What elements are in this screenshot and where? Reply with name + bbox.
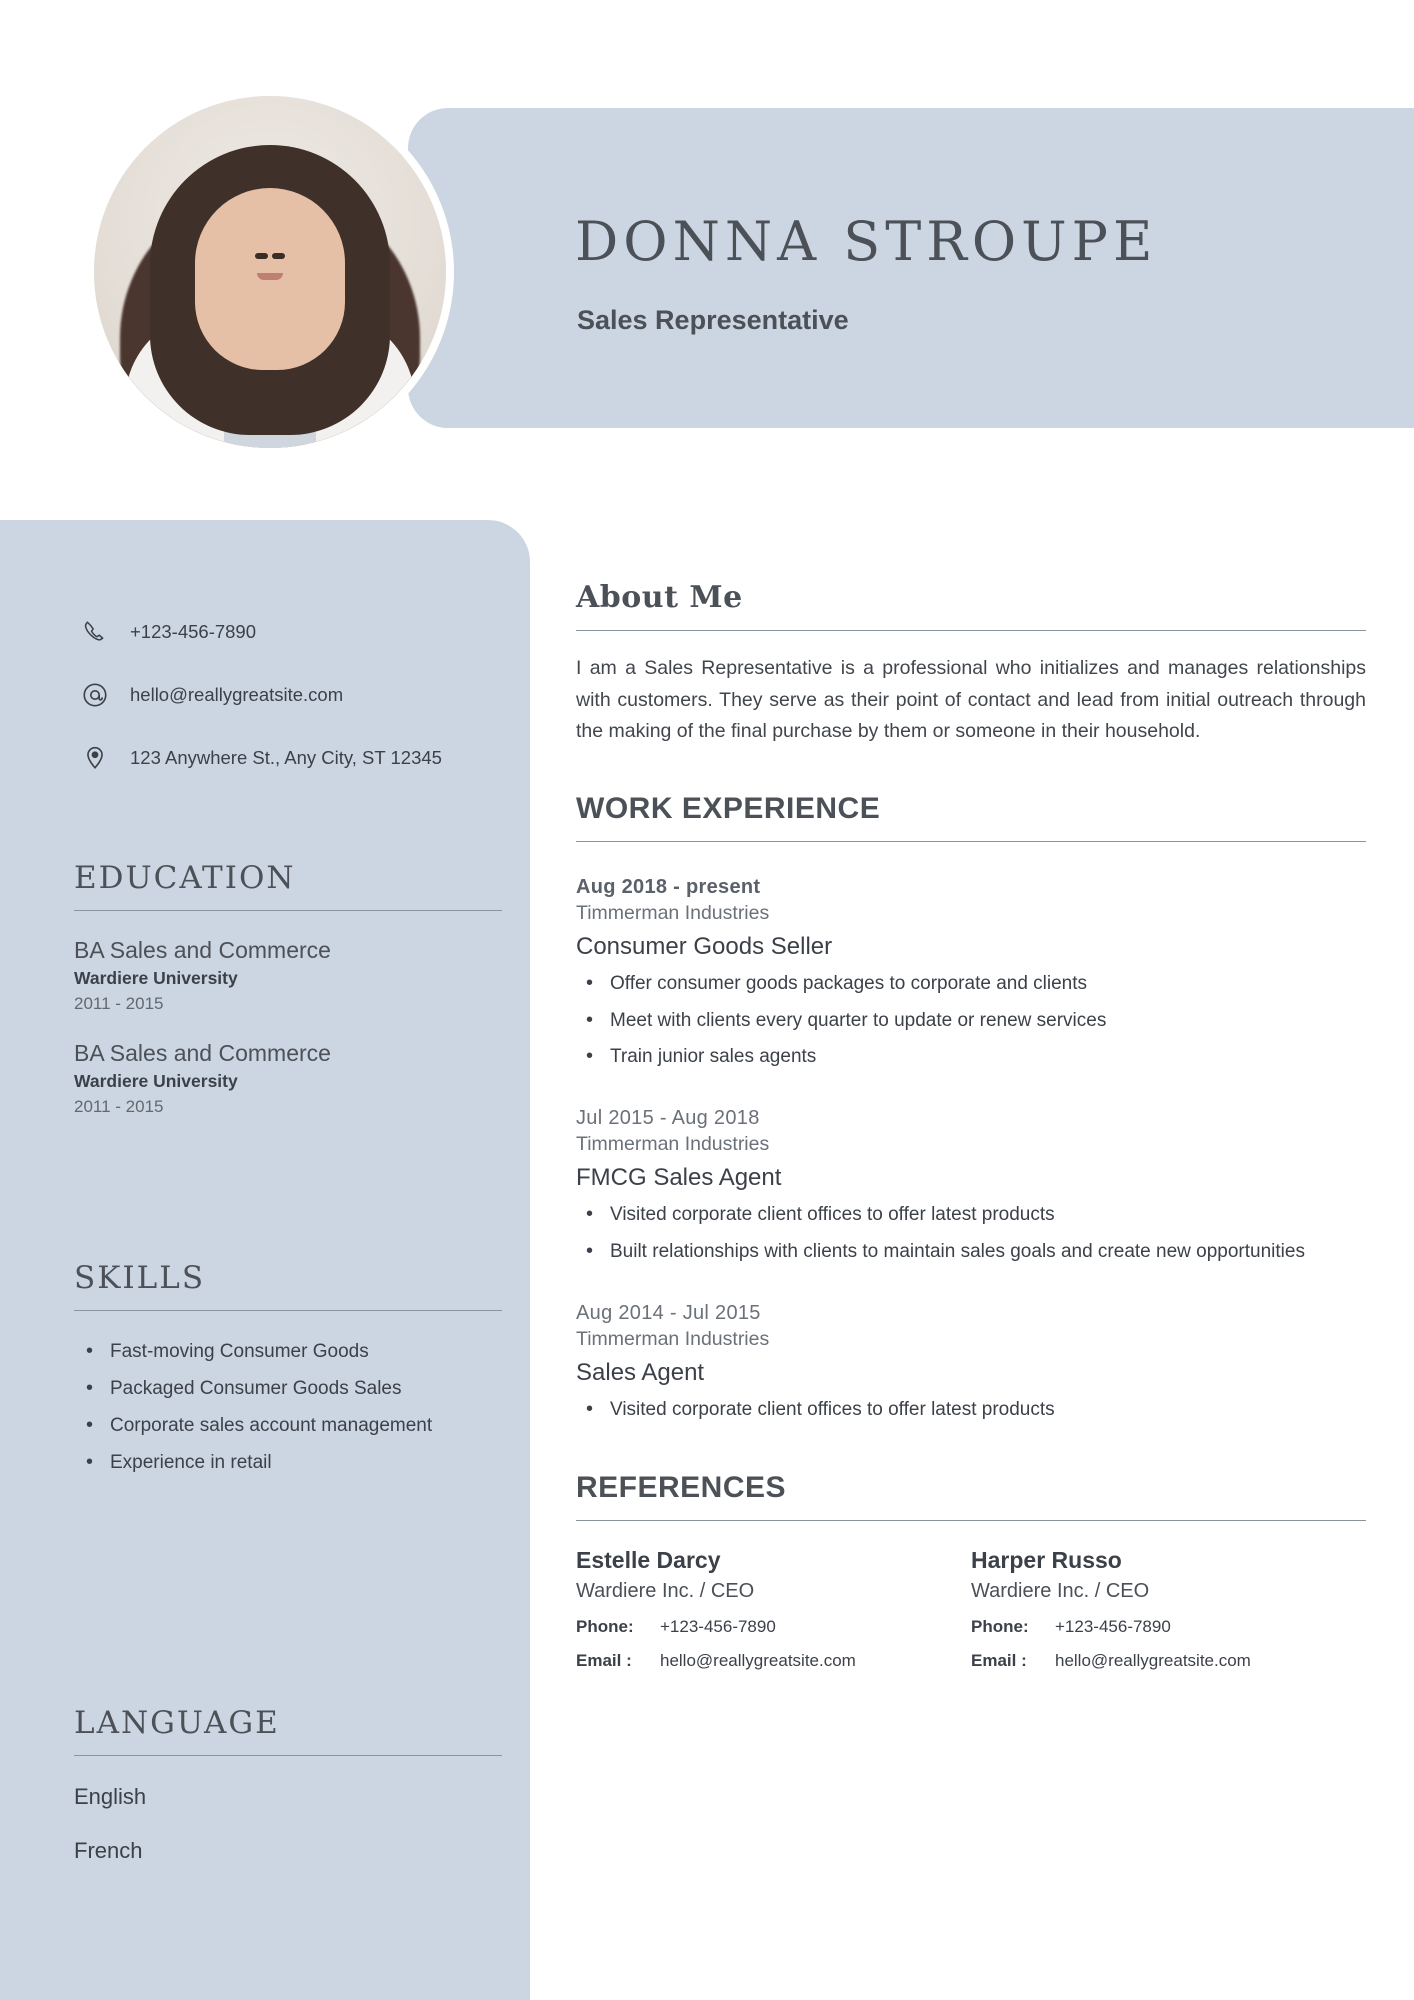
skills-list [74,1333,502,1481]
job-company: Timmerman Industries [576,1327,770,1350]
education-school: Wardiere University [74,968,238,988]
phone-value: +123-456-7890 [660,1617,776,1637]
job-bullets [576,969,1366,1073]
language-section [74,1705,502,1864]
job-dates: Aug 2018 - present [576,875,761,898]
reference-email [576,1651,971,1671]
divider [576,841,1366,842]
references-heading: REFERENCES [576,1471,787,1505]
divider [74,910,502,911]
divider [576,1520,1366,1521]
list-item: • Built relationships with clients to maintain sales goals and create new opportunities [576,1237,1366,1268]
divider [576,630,1366,631]
list-item: • Offer consumer goods packages to corporate and clients [576,969,1366,1000]
job-dates: Aug 2014 - Jul 2015 [576,1301,761,1324]
main-content [576,580,1366,1671]
reference-item [576,1547,971,1671]
list-item: • Fast-moving Consumer Goods [74,1333,502,1370]
job-title: Sales Representative [577,305,849,335]
sidebar [0,520,530,2000]
location-icon [78,741,112,775]
education-item [74,937,502,1014]
language-heading: LANGUAGE [74,1705,280,1741]
list-item: • Experience in retail [74,1444,502,1481]
contact-phone-text: +123-456-7890 [130,621,257,642]
reference-name: Estelle Darcy [576,1547,721,1574]
work-experience-section [576,792,1366,1426]
education-school: Wardiere University [74,1071,238,1091]
job-dates: Jul 2015 - Aug 2018 [576,1107,760,1130]
reference-role: Wardiere Inc. / CEO [576,1580,755,1603]
job-role: FMCG Sales Agent [576,1164,782,1192]
divider [74,1310,502,1311]
education-section [74,860,502,1117]
avatar [86,88,454,456]
job-role: Consumer Goods Seller [576,932,833,960]
page-title: DONNA STROUPE [575,210,1158,273]
list-item: • Train junior sales agents [576,1042,1366,1073]
email-value: hello@reallygreatsite.com [1055,1651,1251,1671]
skills-heading: SKILLS [74,1260,206,1296]
contact-address-text: 123 Anywhere St., Any City, ST 12345 [130,747,442,768]
list-item: • Visited corporate client offices to offer latest products [576,1200,1366,1231]
references-section [576,1471,1366,1671]
list-item: • Meet with clients every quarter to update or renew services [576,1006,1366,1037]
about-section [576,580,1366,748]
reference-phone [971,1617,1366,1637]
list-item: • Packaged Consumer Goods Sales [74,1370,502,1407]
references-list [576,1547,1366,1671]
education-heading: EDUCATION [74,860,296,896]
job-company: Timmerman Industries [576,1133,770,1156]
education-item [74,1040,502,1117]
education-degree: BA Sales and Commerce [74,937,331,963]
email-label: Email : [971,1651,1027,1671]
divider [74,1755,502,1756]
list-item: • Corporate sales account management [74,1407,502,1444]
work-experience-heading: WORK EXPERIENCE [576,791,881,825]
about-heading: About Me [576,580,743,615]
contact-item-email [78,678,498,712]
education-years: 2011 - 2015 [74,994,164,1013]
contact-list [78,615,498,804]
phone-label: Phone: [971,1617,1029,1637]
phone-value: +123-456-7890 [1055,1617,1171,1637]
education-years: 2011 - 2015 [74,1097,164,1116]
contact-item-address [78,741,498,775]
job-entry [576,1302,1366,1426]
job-company: Timmerman Industries [576,901,770,924]
language-item: French [74,1838,143,1863]
job-entry [576,876,1366,1073]
email-label: Email : [576,1651,632,1671]
reference-email [971,1651,1366,1671]
job-bullets [576,1395,1366,1426]
education-degree: BA Sales and Commerce [74,1040,331,1066]
phone-icon [78,615,112,649]
contact-item-phone [78,615,498,649]
language-item: English [74,1784,147,1809]
reference-name: Harper Russo [971,1547,1122,1574]
about-text: I am a Sales Representative is a professional who initializes and manages relationships with customers. They serve as their point of contact and lead from initial outreach through the making of the final purchase by them or someone in their household. [576,657,1366,743]
portrait-photo [94,96,446,448]
list-item: • Visited corporate client offices to offer latest products [576,1395,1366,1426]
job-role: Sales Agent [576,1358,705,1386]
job-bullets [576,1200,1366,1268]
reference-role: Wardiere Inc. / CEO [971,1580,1150,1603]
phone-label: Phone: [576,1617,634,1637]
job-entry [576,1107,1366,1268]
email-value: hello@reallygreatsite.com [660,1651,856,1671]
reference-phone [576,1617,971,1637]
reference-item [971,1547,1366,1671]
skills-section [74,1260,502,1481]
contact-email-text: hello@reallygreatsite.com [130,684,344,705]
email-icon [78,678,112,712]
